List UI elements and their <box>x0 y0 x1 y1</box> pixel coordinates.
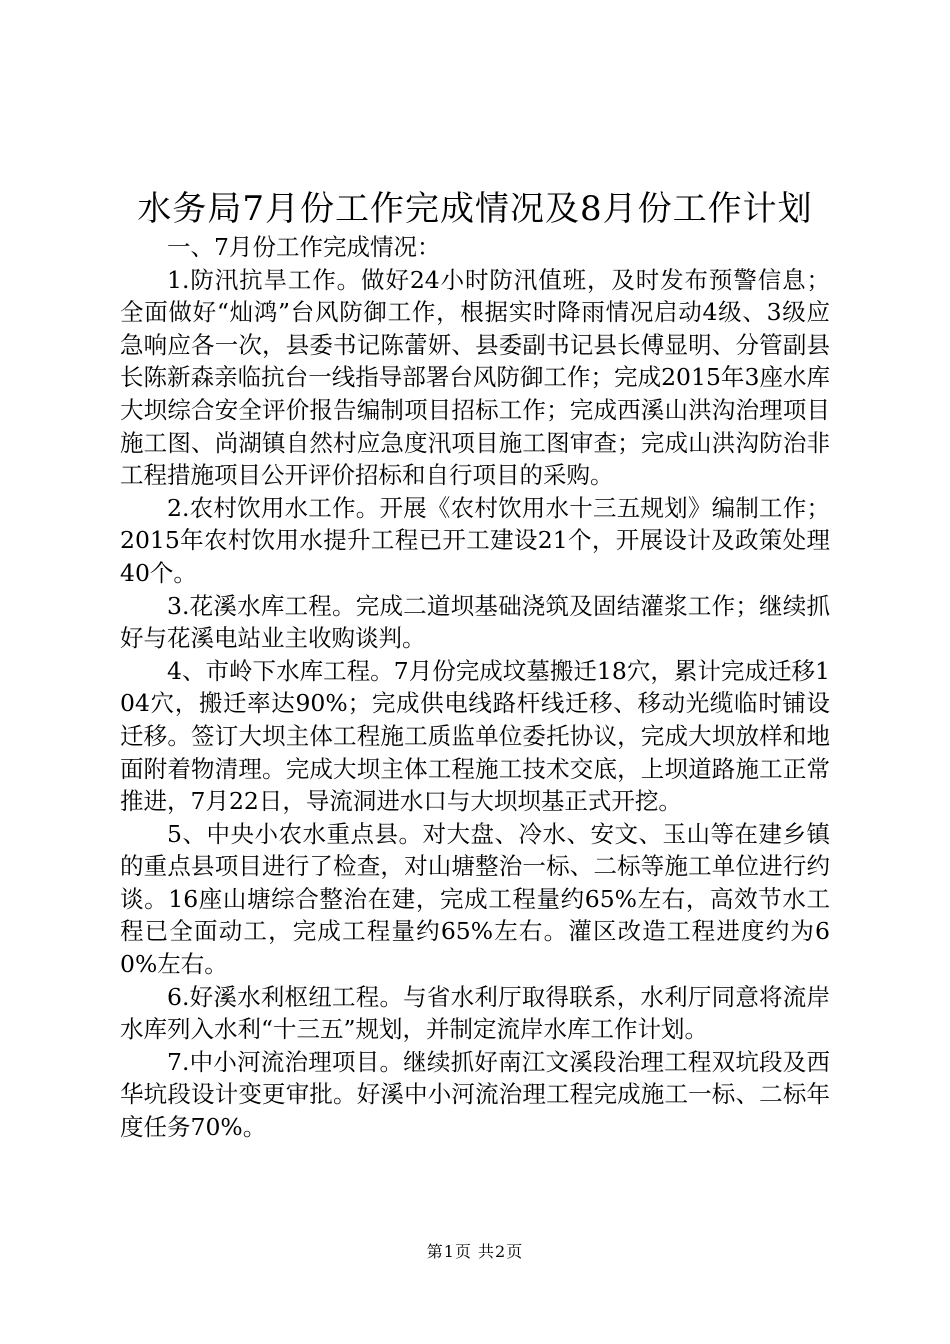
paragraph-river-governance: 7.中小河流治理项目。继续抓好南江文溪段治理工程双坑段及西华坑段设计变更审批。好溪中小河流治理工程完成施工一标、二标年度任务70%。 <box>120 1047 830 1142</box>
document-body <box>120 231 830 1144</box>
paragraph-flood-control: 1.防汛抗旱工作。做好24小时防汛值班，及时发布预警信息；全面做好“灿鸿”台风防御工作，根据实时降雨情况启动4级、3级应急响应各一次，县委书记陈蕾妍、县委副书记县长傅显明、分管副县长陈新森亲临抗台一线指导部署台风防御工作；完成2015年3座水库大坝综合安全评价报告编制项目招标工作；完成西溪山洪沟治理项目施工图、尚湖镇自然村应急度汛项目施工图审查；完成山洪沟防治非工程措施项目公开评价招标和自行项目的采购。 <box>120 265 830 490</box>
section-heading: 一、7月份工作完成情况： <box>167 233 441 261</box>
paragraph-rural-water: 2.农村饮用水工作。开展《农村饮用水十三五规划》编制工作；2015年农村饮用水提升工程已开工建设21个，开展设计及政策处理40个。 <box>120 493 830 587</box>
paragraph-small-irrigation: 5、中央小农水重点县。对大盘、冷水、安文、玉山等在建乡镇的重点县项目进行了检查，对山塘整治一标、二标等施工单位进行约谈。16座山塘综合整治在建，完成工程量约65%左右，高效节水工程已全面动工，完成工程量约65%左右。灌区改造工程进度约为60%左右。 <box>120 819 830 979</box>
paragraph-huaxi-reservoir: 3.花溪水库工程。完成二道坝基础浇筑及固结灌浆工作；继续抓好与花溪电站业主收购谈判。 <box>120 591 830 653</box>
page-footer: 第1页 共2页 <box>426 1242 524 1261</box>
paragraph-haoxi-hub: 6.好溪水利枢纽工程。与省水利厅取得联系，水利厅同意将流岸水库列入水利“十三五”规划，并制定流岸水库工作计划。 <box>120 982 830 1044</box>
paragraph-shilingxia-reservoir: 4、市岭下水库工程。7月份完成坟墓搬迁18穴，累计完成迁移104穴，搬迁率达90%；完成供电线路杆线迁移、移动光缆临时铺设迁移。签订大坝主体工程施工质监单位委托协议，完成大坝放样和地面附着物清理。完成大坝主体工程施工技术交底，上坝道路施工正常推进，7月22日，导流洞进水口与大坝坝基正式开挖。 <box>120 656 830 816</box>
document-title: 水务局7月份工作完成情况及8月份工作计划 <box>137 189 813 229</box>
